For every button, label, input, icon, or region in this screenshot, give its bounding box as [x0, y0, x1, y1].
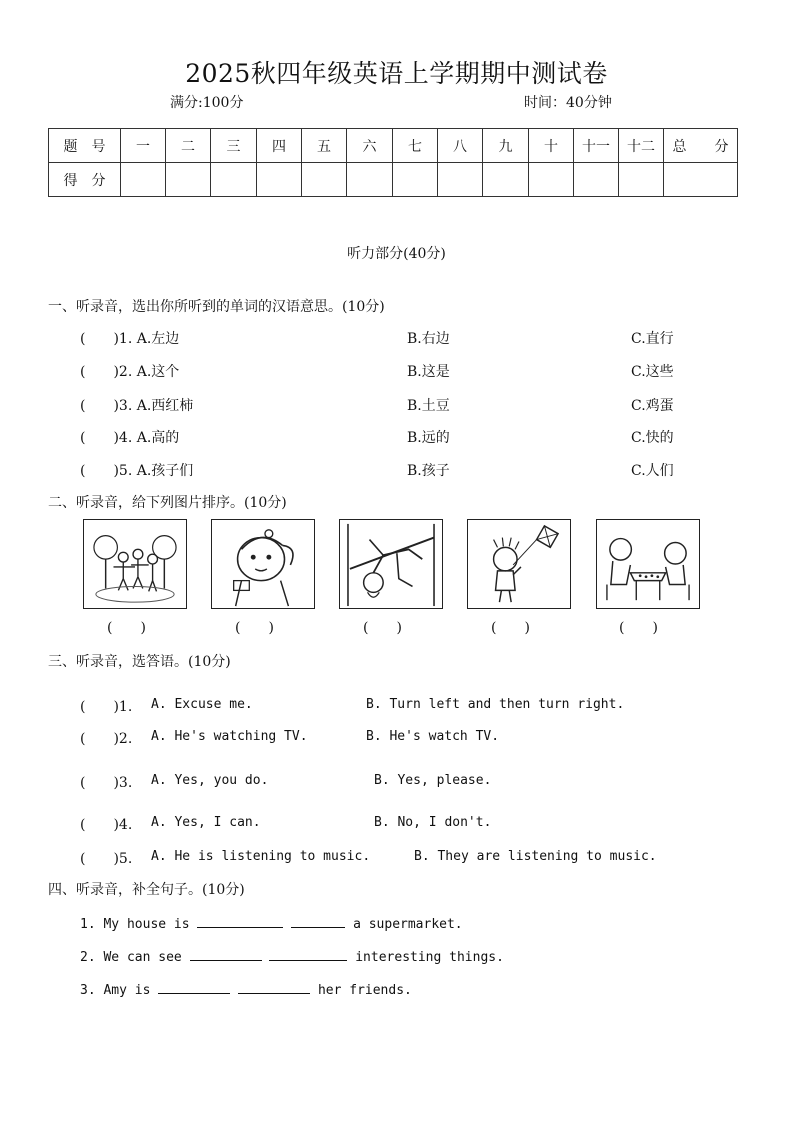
- score-header-cell: 三: [211, 129, 257, 163]
- section1-item-c: C.直行: [631, 331, 674, 347]
- score-cell[interactable]: [483, 163, 529, 197]
- section3-option-a: A. Yes, you do.: [151, 773, 269, 788]
- page-title: 2025秋四年级英语上学期期中测试卷: [185, 59, 608, 88]
- score-header-cell: 题 号: [49, 129, 121, 163]
- kids-playing-chess-icon: [596, 519, 700, 609]
- fill-sentence-end: interesting things.: [355, 950, 504, 965]
- fill-blank[interactable]: [269, 948, 347, 961]
- section1-item-a: ( )3. A.西红柿: [80, 398, 194, 414]
- score-header-cell: 十一: [574, 129, 619, 163]
- score-header-cell: 五: [302, 129, 347, 163]
- children-dancing-icon: [83, 519, 187, 609]
- section1-item-b: B.孩子: [407, 463, 450, 479]
- score-cell[interactable]: [529, 163, 574, 197]
- score-cell[interactable]: [619, 163, 664, 197]
- section3-option-b: B. They are listening to music.: [414, 849, 657, 864]
- score-table-header-row: [49, 129, 738, 163]
- listening-section-title: 听力部分(40分): [347, 246, 446, 262]
- picture-order-blank[interactable]: ( ): [619, 620, 658, 636]
- high-jump-icon: [339, 519, 443, 609]
- section3-heading: 三、听录音，选答语。(10分): [48, 654, 231, 670]
- section3-option-b: B. Yes, please.: [374, 773, 492, 788]
- section2-heading: 二、听录音，给下列图片排序。(10分): [48, 495, 287, 511]
- time-label: 时间：40分钟: [524, 95, 612, 111]
- score-cell[interactable]: [257, 163, 302, 197]
- fill-blank[interactable]: [291, 915, 345, 928]
- girl-eating-icon: [211, 519, 315, 609]
- fill-blank[interactable]: [190, 948, 262, 961]
- section4-heading: 四、听录音，补全句子。(10分): [48, 882, 245, 898]
- score-header-cell: 四: [257, 129, 302, 163]
- score-header-cell: 总 分: [664, 129, 738, 163]
- score-cell[interactable]: [438, 163, 483, 197]
- section1-heading: 一、听录音，选出你所听到的单词的汉语意思。(10分): [48, 299, 385, 315]
- score-cell[interactable]: [347, 163, 393, 197]
- section3-option-b: B. He's watch TV.: [366, 729, 500, 744]
- score-cell[interactable]: [302, 163, 347, 197]
- section3-item-number: ( )4.: [80, 817, 133, 833]
- section3-option-a: A. He is listening to music.: [151, 849, 371, 864]
- section3-item-number: ( )1.: [80, 699, 133, 715]
- fill-blank[interactable]: [158, 981, 230, 994]
- section3-option-b: B. No, I don't.: [374, 815, 492, 830]
- section1-item-c: C.快的: [631, 430, 674, 446]
- score-header-cell: 六: [347, 129, 393, 163]
- fill-sentence-start: 3. Amy is: [80, 983, 151, 998]
- section1-item-b: B.这是: [407, 364, 450, 380]
- section3-item-number: ( )2.: [80, 731, 133, 747]
- picture-order-blank[interactable]: ( ): [363, 620, 402, 636]
- fill-sentence-start: 1. My house is: [80, 917, 190, 932]
- section1-item-a: ( )5. A.孩子们: [80, 463, 194, 479]
- score-row-label: 得 分: [49, 163, 121, 197]
- section3-option-a: A. He's watching TV.: [151, 729, 308, 744]
- section1-item-c: C.这些: [631, 364, 674, 380]
- section1-item-c: C.鸡蛋: [631, 398, 674, 414]
- score-cell[interactable]: [211, 163, 257, 197]
- section3-option-a: A. Yes, I can.: [151, 815, 261, 830]
- fill-sentence-end: a supermarket.: [353, 917, 463, 932]
- score-cell[interactable]: [166, 163, 211, 197]
- score-table-score-row: [49, 163, 738, 197]
- boy-kite-icon: [467, 519, 571, 609]
- score-header-cell: 八: [438, 129, 483, 163]
- fill-sentence-end: her friends.: [317, 983, 412, 998]
- section1-item-a: ( )1. A.左边: [80, 331, 180, 347]
- section1-item-c: C.人们: [631, 463, 674, 479]
- section3-option-a: A. Excuse me.: [151, 697, 253, 712]
- section1-item-b: B.土豆: [407, 398, 450, 414]
- section1-item-a: ( )4. A.高的: [80, 430, 180, 446]
- score-header-cell: 二: [166, 129, 211, 163]
- fill-sentence: [80, 948, 504, 965]
- section1-item-b: B.远的: [407, 430, 450, 446]
- score-header-cell: 一: [121, 129, 166, 163]
- section1-item-a: ( )2. A.这个: [80, 364, 180, 380]
- section3-option-b: B. Turn left and then turn right.: [366, 697, 625, 712]
- section3-item-number: ( )3.: [80, 775, 133, 791]
- full-score-label: 满分:100分: [170, 95, 244, 111]
- score-cell[interactable]: [664, 163, 738, 197]
- score-header-cell: 七: [393, 129, 438, 163]
- score-header-cell: 十: [529, 129, 574, 163]
- section1-item-b: B.右边: [407, 331, 450, 347]
- section3-item-number: ( )5.: [80, 851, 133, 867]
- fill-blank[interactable]: [197, 915, 283, 928]
- score-header-cell: 十二: [619, 129, 664, 163]
- score-cell[interactable]: [393, 163, 438, 197]
- score-table: [48, 128, 738, 197]
- fill-sentence: [80, 915, 463, 932]
- score-cell[interactable]: [574, 163, 619, 197]
- score-header-cell: 九: [483, 129, 529, 163]
- fill-blank[interactable]: [238, 981, 310, 994]
- fill-sentence: [80, 981, 412, 998]
- fill-sentence-start: 2. We can see: [80, 950, 182, 965]
- picture-order-blank[interactable]: ( ): [235, 620, 274, 636]
- score-cell[interactable]: [121, 163, 166, 197]
- picture-order-blank[interactable]: ( ): [107, 620, 146, 636]
- picture-order-blank[interactable]: ( ): [491, 620, 530, 636]
